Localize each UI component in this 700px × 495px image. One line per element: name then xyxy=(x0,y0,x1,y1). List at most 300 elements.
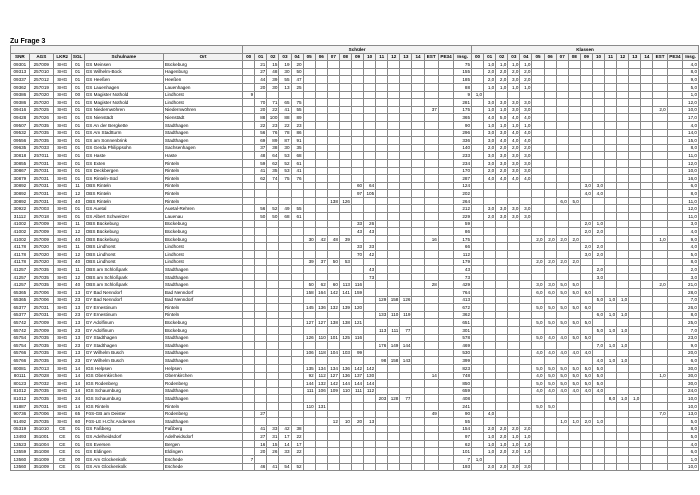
table-cell: 257009 xyxy=(29,61,53,69)
table-cell xyxy=(496,349,508,357)
table-cell xyxy=(667,326,682,334)
table-cell: 4,0 xyxy=(520,114,532,122)
table-cell: 01 xyxy=(71,425,84,433)
table-cell xyxy=(556,220,568,228)
table-cell: 65742 xyxy=(11,319,30,327)
table-cell xyxy=(617,121,629,129)
table-cell xyxy=(376,433,388,441)
table-cell xyxy=(364,121,376,129)
table-cell: 65377 xyxy=(11,311,30,319)
table-cell: 106 xyxy=(315,387,327,395)
table-cell xyxy=(556,311,568,319)
column-header: 14 xyxy=(641,53,653,61)
table-cell xyxy=(568,448,580,456)
table-cell xyxy=(424,258,438,266)
table-cell xyxy=(568,395,580,403)
table-cell xyxy=(388,463,400,471)
table-cell xyxy=(605,266,617,274)
table-cell xyxy=(291,410,303,418)
table-cell xyxy=(568,440,580,448)
table-cell xyxy=(472,167,484,175)
table-cell xyxy=(653,463,667,471)
table-cell xyxy=(364,448,376,456)
table-cell xyxy=(400,418,412,426)
table-cell: 09362 xyxy=(11,83,30,91)
table-cell: 129 xyxy=(376,296,388,304)
table-cell xyxy=(315,425,327,433)
column-header: 11 xyxy=(376,53,388,61)
table-cell xyxy=(592,402,604,410)
table-cell xyxy=(364,357,376,365)
table-cell xyxy=(267,266,279,274)
table-cell xyxy=(438,440,453,448)
table-cell: 2,0 xyxy=(484,213,496,221)
table-cell: 101 xyxy=(327,334,339,342)
table-cell xyxy=(544,197,556,205)
table-cell xyxy=(496,395,508,403)
table-cell: 154 xyxy=(454,425,472,433)
table-cell: 5,0 xyxy=(544,380,556,388)
table-cell xyxy=(400,440,412,448)
table-cell xyxy=(424,364,438,372)
table-cell: 138 xyxy=(327,319,339,327)
table-cell xyxy=(617,463,629,471)
table-cell: 257035 xyxy=(29,129,53,137)
table-cell: 17 xyxy=(279,433,291,441)
table-cell xyxy=(438,387,453,395)
table-cell: 2,0 xyxy=(683,266,699,274)
table-cell: 09556 xyxy=(11,137,30,145)
table-cell xyxy=(412,364,424,372)
table-cell xyxy=(580,129,592,137)
table-cell xyxy=(291,304,303,312)
table-cell xyxy=(667,258,682,266)
table-cell: 110 xyxy=(388,311,400,319)
table-cell xyxy=(243,213,255,221)
table-cell: 25,0 xyxy=(683,319,699,327)
table-cell xyxy=(580,235,592,243)
table-cell xyxy=(605,402,617,410)
table-cell xyxy=(351,106,363,114)
table-cell xyxy=(327,144,339,152)
table-cell xyxy=(641,220,653,228)
table-cell: 13 xyxy=(71,319,84,327)
table-row xyxy=(11,182,699,190)
table-cell: 5,0 xyxy=(556,319,568,327)
table-cell: SHG xyxy=(53,220,71,228)
table-cell xyxy=(388,372,400,380)
table-cell: 11,0 xyxy=(683,213,699,221)
table-cell xyxy=(243,197,255,205)
table-cell xyxy=(339,144,351,152)
table-cell xyxy=(532,197,544,205)
table-cell: 12 xyxy=(71,273,84,281)
table-cell xyxy=(388,76,400,84)
table-cell xyxy=(641,167,653,175)
table-cell xyxy=(472,349,484,357)
table-cell: 8,0 xyxy=(683,311,699,319)
table-cell xyxy=(484,258,496,266)
table-cell: 3,0 xyxy=(508,463,520,471)
table-cell: 257035 xyxy=(29,121,53,129)
table-cell: OBS Rinteln xyxy=(84,190,163,198)
table-body xyxy=(11,61,699,471)
table-cell xyxy=(496,182,508,190)
column-header: 04 xyxy=(520,53,532,61)
table-cell: 2,0 xyxy=(580,228,592,236)
table-cell xyxy=(605,235,617,243)
table-cell xyxy=(267,197,279,205)
table-cell xyxy=(532,121,544,129)
table-cell xyxy=(400,273,412,281)
table-cell xyxy=(580,137,592,145)
table-row xyxy=(11,463,699,471)
table-cell: 5,0 xyxy=(592,296,604,304)
table-cell xyxy=(255,364,267,372)
table-cell xyxy=(438,129,453,137)
table-cell: 672 xyxy=(454,304,472,312)
table-cell: 113 xyxy=(339,281,351,289)
column-header: 03 xyxy=(279,53,291,61)
table-cell xyxy=(327,402,339,410)
table-cell xyxy=(400,167,412,175)
table-cell xyxy=(617,334,629,342)
table-cell xyxy=(568,357,580,365)
table-cell xyxy=(568,114,580,122)
table-cell xyxy=(532,167,544,175)
table-cell xyxy=(520,304,532,312)
table-cell xyxy=(303,61,315,69)
table-cell xyxy=(351,76,363,84)
table-cell xyxy=(279,387,291,395)
table-row xyxy=(11,418,699,426)
table-cell: Rinteln xyxy=(163,182,242,190)
table-cell: GS Auetal xyxy=(84,205,163,213)
table-cell: 850 xyxy=(454,380,472,388)
table-cell: 130 xyxy=(364,372,376,380)
table-cell xyxy=(544,418,556,426)
table-cell: 90736 xyxy=(11,410,30,418)
table-cell xyxy=(556,266,568,274)
table-cell xyxy=(629,167,641,175)
table-cell: 74 xyxy=(267,175,279,183)
table-cell xyxy=(532,440,544,448)
table-cell xyxy=(617,387,629,395)
table-cell xyxy=(544,175,556,183)
table-cell xyxy=(484,326,496,334)
table-cell: 39 xyxy=(303,258,315,266)
table-cell: 109 xyxy=(327,387,339,395)
table-row xyxy=(11,402,699,410)
table-cell xyxy=(568,342,580,350)
table-cell: 87 xyxy=(279,137,291,145)
table-cell: 41257 xyxy=(11,273,30,281)
table-cell: 3,0 xyxy=(496,205,508,213)
table-cell: 3,0 xyxy=(496,99,508,107)
group-header-klassen: Klassen xyxy=(472,46,699,54)
column-header: 06 xyxy=(544,53,556,61)
table-cell xyxy=(484,342,496,350)
table-cell: GY Stadthagen xyxy=(84,342,163,350)
table-cell: SHG xyxy=(53,190,71,198)
table-cell: 1,0 xyxy=(508,121,520,129)
table-cell: 55 xyxy=(279,76,291,84)
table-row xyxy=(11,342,699,350)
table-cell: 5,0 xyxy=(532,402,544,410)
table-cell xyxy=(532,213,544,221)
table-cell xyxy=(667,152,682,160)
table-cell: 3,0 xyxy=(508,159,520,167)
table-cell xyxy=(364,433,376,441)
table-cell: 01 xyxy=(71,463,84,471)
table-cell xyxy=(667,114,682,122)
table-cell xyxy=(412,357,424,365)
table-cell xyxy=(472,289,484,297)
table-cell: 132 xyxy=(315,380,327,388)
table-cell xyxy=(388,121,400,129)
table-cell: 257020 xyxy=(29,91,53,99)
table-cell: GS Faßberg xyxy=(84,425,163,433)
table-cell xyxy=(388,319,400,327)
table-cell: 05319 xyxy=(11,425,30,433)
table-cell: 257031 xyxy=(29,311,53,319)
table-cell xyxy=(376,99,388,107)
table-cell: SHG xyxy=(53,334,71,342)
table-cell xyxy=(376,220,388,228)
table-cell xyxy=(544,425,556,433)
table-cell xyxy=(424,448,438,456)
table-cell xyxy=(327,296,339,304)
table-cell: 90 xyxy=(454,121,472,129)
table-cell xyxy=(556,456,568,464)
table-cell xyxy=(303,190,315,198)
table-cell: 33 xyxy=(279,448,291,456)
table-cell xyxy=(327,152,339,160)
table-cell xyxy=(641,91,653,99)
table-cell xyxy=(243,289,255,297)
table-cell xyxy=(496,228,508,236)
table-cell xyxy=(629,114,641,122)
table-cell: 1,0 xyxy=(484,61,496,69)
table-cell xyxy=(279,380,291,388)
table-cell xyxy=(291,387,303,395)
table-cell xyxy=(327,251,339,259)
table-cell xyxy=(315,205,327,213)
table-cell xyxy=(412,114,424,122)
table-cell xyxy=(641,418,653,426)
table-cell xyxy=(617,380,629,388)
table-cell xyxy=(532,326,544,334)
table-cell xyxy=(315,190,327,198)
table-cell xyxy=(617,106,629,114)
table-cell xyxy=(629,463,641,471)
table-cell xyxy=(303,68,315,76)
table-cell xyxy=(303,243,315,251)
table-cell xyxy=(351,433,363,441)
table-cell xyxy=(617,433,629,441)
table-cell: 12 xyxy=(71,228,84,236)
table-cell xyxy=(592,258,604,266)
table-cell xyxy=(508,91,520,99)
table-cell xyxy=(438,220,453,228)
table-cell: 126 xyxy=(400,296,412,304)
table-cell xyxy=(556,152,568,160)
table-cell: 4,0 xyxy=(508,114,520,122)
table-cell xyxy=(556,228,568,236)
table-cell xyxy=(267,380,279,388)
table-cell xyxy=(568,137,580,145)
table-cell xyxy=(376,137,388,145)
table-cell xyxy=(267,349,279,357)
table-cell: GY Adolfinum xyxy=(84,326,163,334)
table-cell: 76 xyxy=(267,129,279,137)
table-cell: 40 xyxy=(71,197,84,205)
table-cell xyxy=(605,137,617,145)
table-cell xyxy=(667,190,682,198)
table-cell xyxy=(279,228,291,236)
table-cell xyxy=(641,258,653,266)
table-cell: 23 xyxy=(291,121,303,129)
table-cell xyxy=(532,456,544,464)
table-cell: 1,0 xyxy=(520,61,532,69)
table-cell: 2,0 xyxy=(484,167,496,175)
table-cell xyxy=(412,235,424,243)
table-cell: IGS Rinteln xyxy=(84,402,163,410)
table-cell: GS Gerda Philippsohn xyxy=(84,144,163,152)
table-cell xyxy=(438,106,453,114)
table-cell xyxy=(327,220,339,228)
table-cell xyxy=(424,159,438,167)
table-cell xyxy=(605,152,617,160)
table-cell: 60 xyxy=(351,182,363,190)
table-cell xyxy=(472,281,484,289)
table-cell: 257035 xyxy=(29,387,53,395)
table-cell: Eldingen xyxy=(163,448,242,456)
table-cell xyxy=(412,258,424,266)
table-cell: 257035 xyxy=(29,281,53,289)
table-cell xyxy=(617,235,629,243)
table-cell xyxy=(438,243,453,251)
table-cell xyxy=(243,402,255,410)
table-cell xyxy=(412,106,424,114)
table-cell: 10,0 xyxy=(683,402,699,410)
table-cell xyxy=(327,137,339,145)
table-cell xyxy=(400,76,412,84)
table-cell xyxy=(438,76,453,84)
table-cell xyxy=(520,235,532,243)
table-cell xyxy=(667,144,682,152)
table-cell xyxy=(243,220,255,228)
table-cell: 41 xyxy=(291,167,303,175)
table-row xyxy=(11,137,699,145)
table-cell: OBS Lindhorst xyxy=(84,258,163,266)
table-cell: Stadthagen xyxy=(163,281,242,289)
table-cell: 53 xyxy=(339,258,351,266)
table-cell xyxy=(544,190,556,198)
table-cell xyxy=(364,197,376,205)
table-cell: 8,0 xyxy=(683,258,699,266)
table-cell: 80081 xyxy=(11,364,30,372)
table-cell: GS Magister Nothold xyxy=(84,91,163,99)
table-cell xyxy=(605,448,617,456)
table-cell xyxy=(556,114,568,122)
table-cell: 3,0 xyxy=(544,281,556,289)
table-cell xyxy=(484,266,496,274)
table-cell: Stadthagen xyxy=(163,349,242,357)
table-cell: 14,0 xyxy=(683,129,699,137)
table-cell: Lindhorst xyxy=(163,258,242,266)
table-cell xyxy=(520,387,532,395)
column-header: 03 xyxy=(508,53,520,61)
table-cell xyxy=(424,220,438,228)
table-cell xyxy=(364,76,376,84)
table-cell xyxy=(532,410,544,418)
table-cell xyxy=(617,266,629,274)
table-cell xyxy=(532,83,544,91)
table-cell xyxy=(496,258,508,266)
table-cell xyxy=(327,410,339,418)
table-cell xyxy=(388,68,400,76)
table-cell xyxy=(279,182,291,190)
table-cell xyxy=(400,61,412,69)
table-cell xyxy=(412,152,424,160)
table-cell xyxy=(629,220,641,228)
table-cell xyxy=(388,137,400,145)
table-cell xyxy=(438,228,453,236)
table-cell xyxy=(520,326,532,334)
table-cell xyxy=(592,152,604,160)
table-cell xyxy=(472,182,484,190)
table-cell: 31112 xyxy=(11,213,30,221)
table-cell xyxy=(243,418,255,426)
table-cell xyxy=(255,197,267,205)
table-cell xyxy=(667,68,682,76)
table-cell: 257035 xyxy=(29,357,53,365)
table-cell: 41002 xyxy=(11,235,30,243)
table-cell: 3,0 xyxy=(520,167,532,175)
table-cell: SHG xyxy=(53,387,71,395)
table-cell: 112 xyxy=(454,251,472,259)
table-cell xyxy=(243,357,255,365)
column-header: LKRz xyxy=(53,53,71,61)
table-cell xyxy=(339,137,351,145)
table-cell: 134 xyxy=(315,364,327,372)
table-cell: 264 xyxy=(454,197,472,205)
table-cell: 30,0 xyxy=(683,364,699,372)
table-cell xyxy=(580,456,592,464)
table-cell: 144 xyxy=(400,342,412,350)
table-cell xyxy=(279,243,291,251)
table-cell: 90 xyxy=(454,410,472,418)
table-cell xyxy=(472,402,484,410)
table-cell xyxy=(629,213,641,221)
table-cell: 5,0 xyxy=(580,319,592,327)
table-cell xyxy=(424,433,438,441)
table-cell xyxy=(364,258,376,266)
table-cell: 41178 xyxy=(11,243,30,251)
table-cell xyxy=(291,190,303,198)
table-cell xyxy=(388,144,400,152)
table-cell xyxy=(496,281,508,289)
table-cell xyxy=(438,418,453,426)
table-cell xyxy=(617,364,629,372)
table-cell: 40 xyxy=(71,235,84,243)
table-cell xyxy=(617,144,629,152)
table-cell xyxy=(580,106,592,114)
table-cell xyxy=(376,281,388,289)
table-cell xyxy=(376,121,388,129)
table-cell xyxy=(592,83,604,91)
